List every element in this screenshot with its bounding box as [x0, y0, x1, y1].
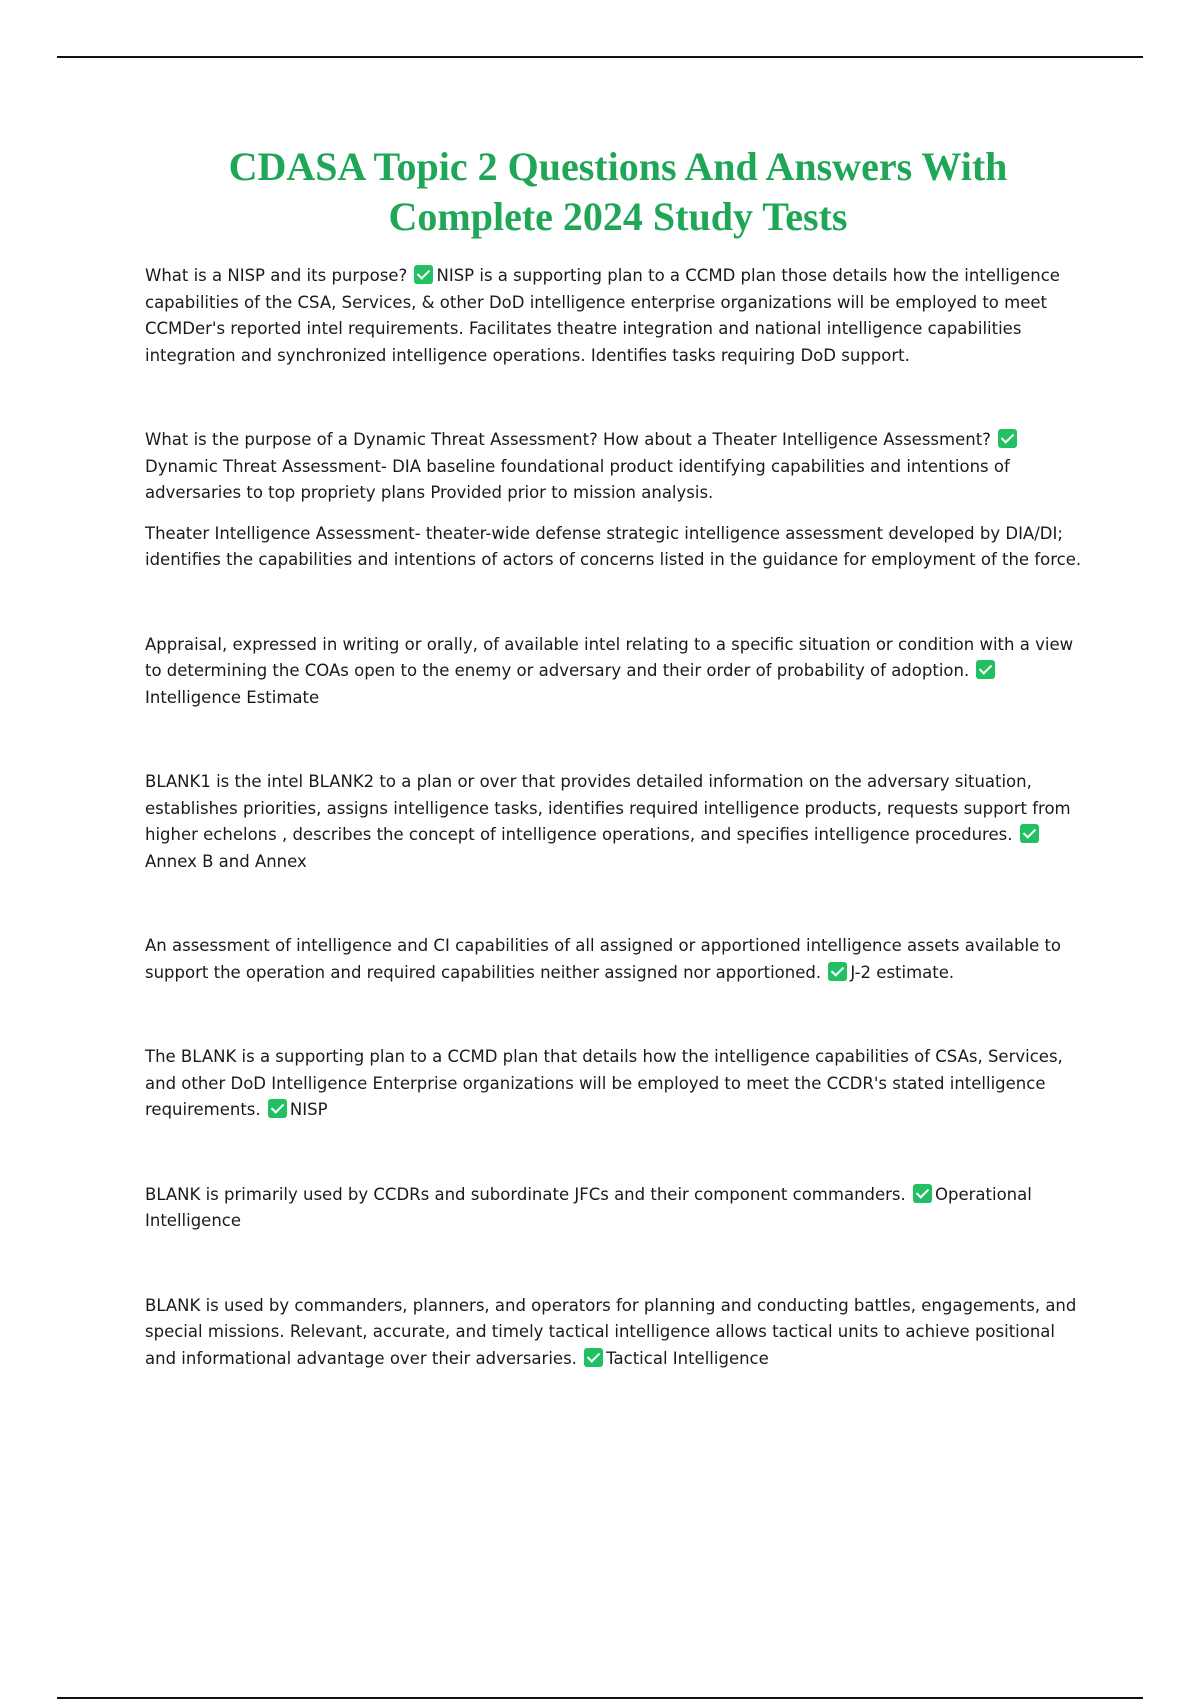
- question-text: An assessment of intelligence and CI capabilities of all assigned or apportioned intelligence assets available to support the operation and required capabilities neither assigned nor apportioned.: [145, 936, 1062, 982]
- answer-text: J-2 estimate.: [850, 962, 955, 982]
- qa-paragraph: [145, 933, 1091, 986]
- qa-paragraph: [145, 427, 1091, 507]
- checkmark-icon: [414, 265, 433, 284]
- qa-item: [145, 427, 1091, 574]
- qa-paragraph: [145, 263, 1091, 369]
- answer-text: Annex B and Annex: [145, 851, 307, 871]
- qa-item: [145, 1044, 1091, 1124]
- answer-text: Dynamic Threat Assessment- DIA baseline foundational product identifying capabilities and intentions of adversaries to top propriety plans Provided prior to mission analysis.: [145, 456, 1010, 502]
- answer-continuation: Theater Intelligence Assessment- theater-wide defense strategic intelligence assessment developed by DIA/DI; identifies the capabilities and intentions of actors of concerns listed in the guidance for employment of the force.: [145, 523, 1082, 569]
- checkmark-icon: [268, 1099, 287, 1118]
- qa-item: [145, 1182, 1091, 1235]
- answer-text: Intelligence Estimate: [145, 687, 320, 707]
- question-text: Appraisal, expressed in writing or orally, of available intel relating to a specific situation or condition with a view to determining the COAs open to the enemy or adversary and their order of probability of adoption.: [145, 634, 1074, 680]
- checkmark-icon: [1020, 824, 1039, 843]
- question-text: What is a NISP and its purpose?: [145, 266, 408, 285]
- qa-item: [145, 769, 1091, 875]
- top-divider: [57, 56, 1143, 58]
- answer-text: NISP: [289, 1100, 328, 1119]
- checkmark-icon: [828, 962, 847, 981]
- qa-paragraph: [145, 1182, 1091, 1235]
- qa-paragraph: [145, 1293, 1091, 1373]
- qa-list: [145, 263, 1091, 1372]
- document-title: CDASA Topic 2 Questions And Answers With Complete 2024 Study Tests: [228, 144, 1008, 239]
- answer-text: NISP is a supporting plan to a CCMD plan those details how the intelligence capabilities of the CSA, Services, & other DoD intelligence enterprise organizations will be employed to meet CCMDer's reported intel requirements. Facilitates theatre integration and national intelligence capabilities integration and synchronized intelligence operations. Identifies tasks requiring DoD support.: [145, 266, 1060, 365]
- qa-paragraph: [145, 632, 1091, 712]
- question-text: BLANK is primarily used by CCDRs and subordinate JFCs and their component commanders.: [145, 1184, 906, 1204]
- qa-item: [145, 632, 1091, 712]
- qa-item: [145, 1293, 1091, 1373]
- qa-item: [145, 263, 1091, 369]
- qa-paragraph: [145, 1044, 1091, 1124]
- question-text: BLANK is used by commanders, planners, and operators for planning and conducting battles, engagements, and special missions. Relevant, accurate, and timely tactical intelligence allows tactical units to achieve positional and informational advantage over their adversaries.: [145, 1295, 1077, 1368]
- qa-paragraph: [145, 769, 1091, 875]
- qa-item: [145, 933, 1091, 986]
- question-text: BLANK1 is the intel BLANK2 to a plan or over that provides detailed information on the adversary situation, establishes priorities, assigns intelligence tasks, identifies required intelligence products, requests support from higher echelons , describes the concept of intelligence operations, and specifies intelligence procedures.: [145, 772, 1071, 844]
- checkmark-icon: [584, 1348, 603, 1367]
- answer-text: Operational Intelligence: [145, 1184, 1032, 1230]
- bottom-divider: [57, 1697, 1143, 1699]
- checkmark-icon: [976, 660, 995, 679]
- checkmark-icon: [913, 1184, 932, 1203]
- checkmark-icon: [998, 429, 1017, 448]
- answer-text: Tactical Intelligence: [606, 1348, 769, 1368]
- question-text: The BLANK is a supporting plan to a CCMD plan that details how the intelligence capabilities of CSAs, Services, and other DoD Intelligence Enterprise organizations will be employed to meet the CCDR's stated intelligence requirements.: [145, 1047, 1063, 1119]
- question-text: What is the purpose of a Dynamic Threat Assessment? How about a Theater Intelligence Assessment?: [145, 430, 991, 449]
